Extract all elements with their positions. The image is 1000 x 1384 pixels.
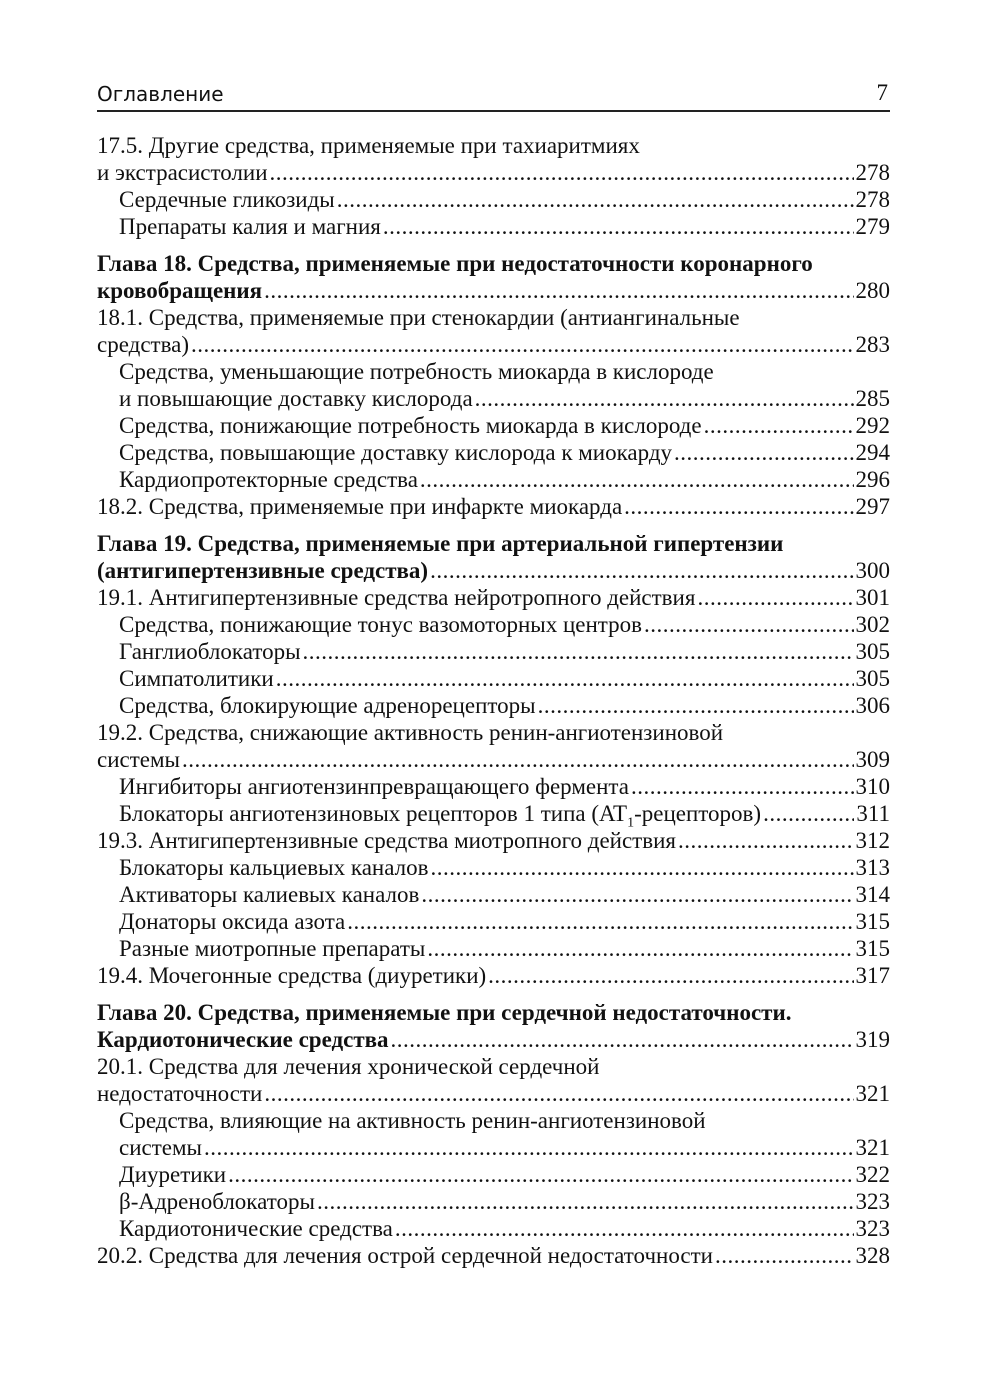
toc-entry bbox=[97, 304, 890, 358]
header-title: Оглавление bbox=[97, 82, 224, 106]
toc-page-number: 321 bbox=[855, 1135, 890, 1160]
toc-chapter-heading bbox=[97, 530, 890, 584]
toc-entry bbox=[97, 358, 890, 412]
chapter-title-line: Глава 20. Средства, применяемые при сердечной недостаточности. bbox=[97, 1000, 792, 1025]
toc-entry-line: и повышающие доставку кислорода bbox=[119, 386, 473, 411]
toc-page-number: 278 bbox=[855, 187, 890, 212]
toc-page-number: 301 bbox=[855, 585, 890, 610]
toc-entry bbox=[97, 1107, 890, 1161]
toc-page-number: 317 bbox=[855, 963, 890, 988]
toc-entry bbox=[97, 1242, 890, 1269]
toc-page-number: 283 bbox=[855, 332, 890, 357]
toc-entry bbox=[97, 1053, 890, 1107]
toc-page-number: 292 bbox=[855, 413, 890, 438]
toc-entry bbox=[97, 908, 890, 935]
toc-entry-title: 20.2. Средства для лечения острой сердечной недостаточности bbox=[97, 1243, 713, 1268]
toc-entry-title: Средства, повышающие доставку кислорода к миокарду bbox=[119, 440, 673, 465]
toc-entry-line: и экстрасистолии bbox=[97, 160, 268, 185]
toc-entry-title: Препараты калия и магния bbox=[119, 214, 381, 239]
toc-entry bbox=[97, 439, 890, 466]
toc-page-number: 328 bbox=[855, 1243, 890, 1268]
toc-page-number: 305 bbox=[855, 666, 890, 691]
toc-page-number: 322 bbox=[855, 1162, 890, 1187]
toc-page-number: 306 bbox=[855, 693, 890, 718]
toc-entry-title: Кардиотонические средства bbox=[119, 1216, 393, 1241]
toc-entry-line: 19.2. Средства, снижающие активность ренин-ангиотензиновой bbox=[97, 720, 724, 745]
toc-chapter-heading bbox=[97, 999, 890, 1053]
toc-entry-title: Ганглиоблокаторы bbox=[119, 639, 301, 664]
toc-entry-title: Блокаторы ангиотензиновых рецепторов 1 типа $(AT_1-рецепторов)$ bbox=[119, 801, 762, 831]
toc-entry-title: Средства, понижающие потребность миокарда в кислороде bbox=[119, 413, 702, 438]
toc-entry bbox=[97, 1161, 890, 1188]
toc-entry-line: средства) bbox=[97, 332, 189, 357]
header-page-number: 7 bbox=[876, 80, 888, 105]
toc-entry bbox=[97, 773, 890, 800]
toc-entry bbox=[97, 213, 890, 240]
toc-entry bbox=[97, 881, 890, 908]
toc-entry-title: Блокаторы кальциевых каналов bbox=[119, 855, 429, 880]
toc-page-number: 279 bbox=[855, 214, 890, 239]
toc-entry-line: 20.1. Средства для лечения хронической сердечной bbox=[97, 1054, 600, 1079]
toc-entry-title: Диуретики bbox=[119, 1162, 227, 1187]
toc-entry-line: 18.1. Средства, применяемые при стенокардии (антиангинальные bbox=[97, 305, 740, 330]
toc-entry-line: Средства, уменьшающие потребность миокарда в кислороде bbox=[119, 359, 714, 384]
toc-entry bbox=[97, 854, 890, 881]
toc-entry bbox=[97, 827, 890, 854]
toc-page-number: 315 bbox=[855, 909, 890, 934]
toc-page-number: 300 bbox=[855, 558, 890, 583]
toc-page-number: 297 bbox=[855, 494, 890, 519]
toc-page-number: 296 bbox=[855, 467, 890, 492]
toc-entry bbox=[97, 638, 890, 665]
toc-page-number: 314 bbox=[855, 882, 890, 907]
toc-entry bbox=[97, 132, 890, 186]
toc-entry-title: Активаторы калиевых каналов bbox=[119, 882, 420, 907]
toc-entry bbox=[97, 665, 890, 692]
toc-page-number: 311 bbox=[856, 801, 890, 826]
chapter-title-line: Кардиотонические средства bbox=[97, 1027, 389, 1052]
toc-entry-title: Средства, понижающие тонус вазомоторных центров bbox=[119, 612, 642, 637]
toc-entry-title: 19.1. Антигипертензивные средства нейротропного действия bbox=[97, 585, 696, 610]
toc-entry-line: Средства, влияющие на активность ренин-ангиотензиновой bbox=[119, 1108, 706, 1133]
toc-entry-line: недостаточности bbox=[97, 1081, 263, 1106]
toc-entry bbox=[97, 800, 890, 831]
toc-entry-title: Средства, блокирующие адренорецепторы bbox=[119, 693, 536, 718]
toc-entry bbox=[97, 412, 890, 439]
toc-entry-line: 17.5. Другие средства, применяемые при тахиаритмиях bbox=[97, 133, 640, 158]
chapter-title-line: Глава 19. Средства, применяемые при артериальной гипертензии bbox=[97, 531, 784, 556]
toc-entry-title: Разные миотропные препараты bbox=[119, 936, 426, 961]
toc-page-number: 321 bbox=[855, 1081, 890, 1106]
toc-page-number: 323 bbox=[855, 1189, 890, 1214]
toc-entry bbox=[97, 186, 890, 213]
toc-chapter-heading bbox=[97, 250, 890, 304]
toc-page-number: 294 bbox=[855, 440, 890, 465]
page-header bbox=[97, 78, 890, 112]
toc-entry bbox=[97, 1188, 890, 1215]
toc-entry-title: 19.3. Антигипертензивные средства миотропного действия bbox=[97, 828, 676, 853]
toc-entry-title: Сердечные гликозиды bbox=[119, 187, 335, 212]
toc-entry-title: β-Адреноблокаторы bbox=[119, 1189, 315, 1214]
toc-entry-line: системы bbox=[97, 747, 180, 772]
toc-page-number: 285 bbox=[855, 386, 890, 411]
toc-entry-title: Донаторы оксида азота bbox=[119, 909, 346, 934]
toc-page-number: 280 bbox=[855, 278, 890, 303]
toc-entry bbox=[97, 493, 890, 520]
toc-entry-title: Симпатолитики bbox=[119, 666, 274, 691]
toc-entry-title: 18.2. Средства, применяемые при инфаркте миокарда bbox=[97, 494, 623, 519]
toc-page-number: 302 bbox=[855, 612, 890, 637]
toc-page-number: 312 bbox=[855, 828, 890, 853]
chapter-title-line: (антигипертензивные средства) bbox=[97, 558, 429, 583]
toc-page-number: 315 bbox=[855, 936, 890, 961]
toc-entry bbox=[97, 584, 890, 611]
toc-entry-title: Кардиопротекторные средства bbox=[119, 467, 418, 492]
toc-page-number: 319 bbox=[855, 1027, 890, 1052]
toc-entry bbox=[97, 719, 890, 773]
toc-entry bbox=[97, 466, 890, 493]
toc-page-number: 309 bbox=[855, 747, 890, 772]
toc-entry bbox=[97, 935, 890, 962]
toc-page-number: 323 bbox=[855, 1216, 890, 1241]
toc-entry-title: 19.4. Мочегонные средства (диуретики) bbox=[97, 963, 487, 988]
toc-entry bbox=[97, 962, 890, 989]
toc-page-number: 310 bbox=[855, 774, 890, 799]
toc-entry bbox=[97, 692, 890, 719]
chapter-title-line: Глава 18. Средства, применяемые при недостаточности коронарного bbox=[97, 251, 813, 276]
toc-entry bbox=[97, 1215, 890, 1242]
table-of-contents bbox=[97, 132, 890, 1269]
toc-entry-line: системы bbox=[119, 1135, 202, 1160]
toc-page-number: 313 bbox=[855, 855, 890, 880]
toc-entry-title: Ингибиторы ангиотензинпревращающего фермента bbox=[119, 774, 629, 799]
toc-entry bbox=[97, 611, 890, 638]
toc-page-number: 305 bbox=[855, 639, 890, 664]
toc-page-number: 278 bbox=[855, 160, 890, 185]
chapter-title-line: кровобращения bbox=[97, 278, 263, 303]
